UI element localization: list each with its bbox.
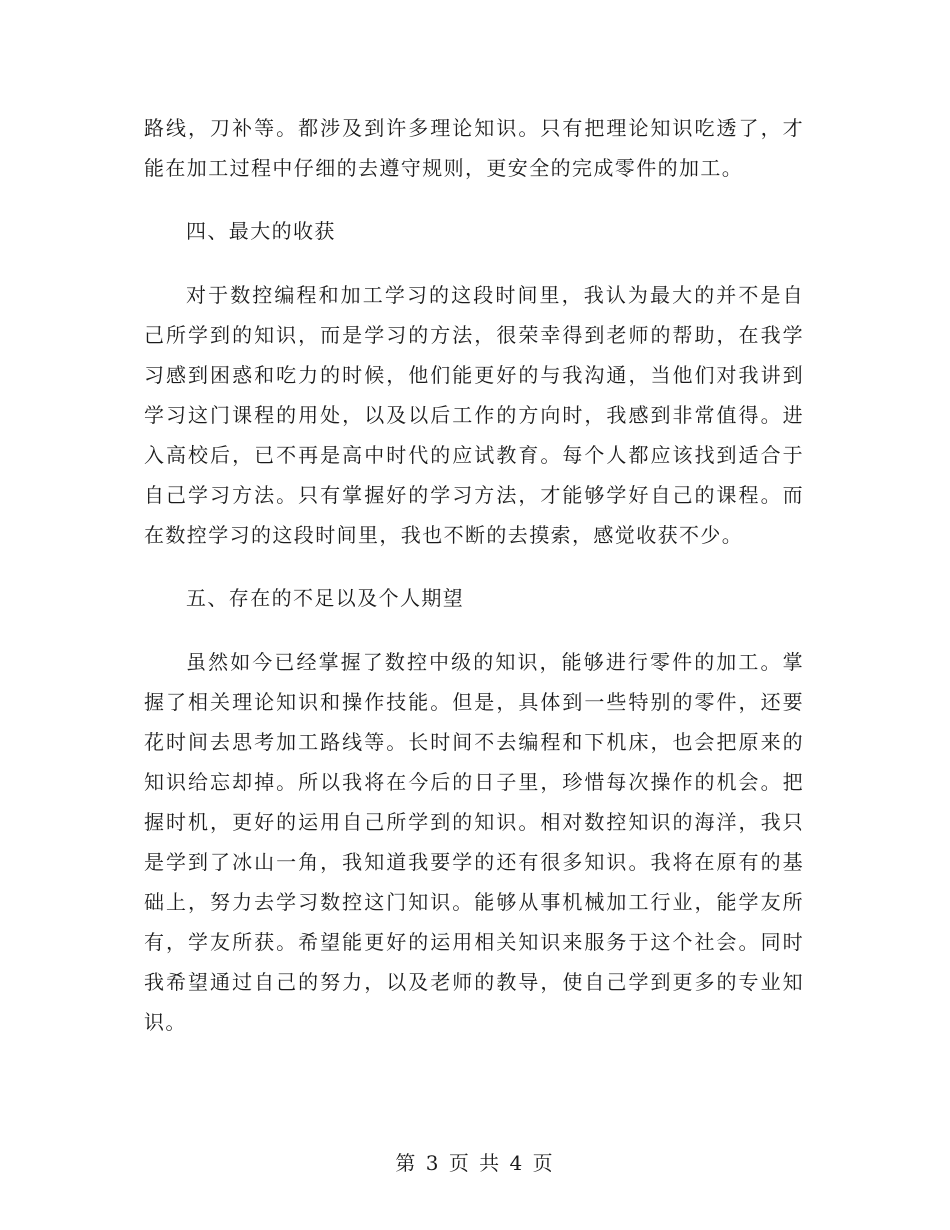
document-body xyxy=(144,108,804,1065)
section-heading-shortcomings: 五、存在的不足以及个人期望 xyxy=(186,586,465,610)
page-footer: 第 3 页 共 4 页 xyxy=(395,1151,555,1175)
section-heading-biggest-gain: 四、最大的收获 xyxy=(186,219,336,243)
paragraph-biggest-gain: 对于数控编程和加工学习的这段时间里，我认为最大的并不是自己所学到的知识，而是学习的方法，很荣幸得到老师的帮助，在我学习感到困惑和吃力的时候，他们能更好的与我沟通，当他们对我讲到学习这门课程的用处，以及以后工作的方向时，我感到非常值得。进入高校后，已不再是高中时代的应试教育。每个人都应该找到适合于自己学习方法。只有掌握好的学习方法，才能够学好自己的课程。而在数控学习的这段时间里，我也不断的去摸索，感觉收获不少。 xyxy=(144,283,804,547)
paragraph-shortcomings: 虽然如今已经掌握了数控中级的知识，能够进行零件的加工。掌握了相关理论知识和操作技能。但是，具体到一些特别的零件，还要花时间去思考加工路线等。长时间不去编程和下机床，也会把原来的知识给忘却掉。所以我将在今后的日子里，珍惜每次操作的机会。把握时机，更好的运用自己所学到的知识。相对数控知识的海洋，我只是学到了冰山一角，我知道我要学的还有很多知识。我将在原有的基础上，努力去学习数控这门知识。能够从事机械加工行业，能学友所有，学友所获。希望能更好的运用相关知识来服务于这个社会。同时我希望通过自己的努力，以及老师的教导，使自己学到更多的专业知识。 xyxy=(144,650,804,1034)
paragraph-continued: 路线，刀补等。都涉及到许多理论知识。只有把理论知识吃透了，才能在加工过程中仔细的去遵守规则，更安全的完成零件的加工。 xyxy=(144,116,804,180)
